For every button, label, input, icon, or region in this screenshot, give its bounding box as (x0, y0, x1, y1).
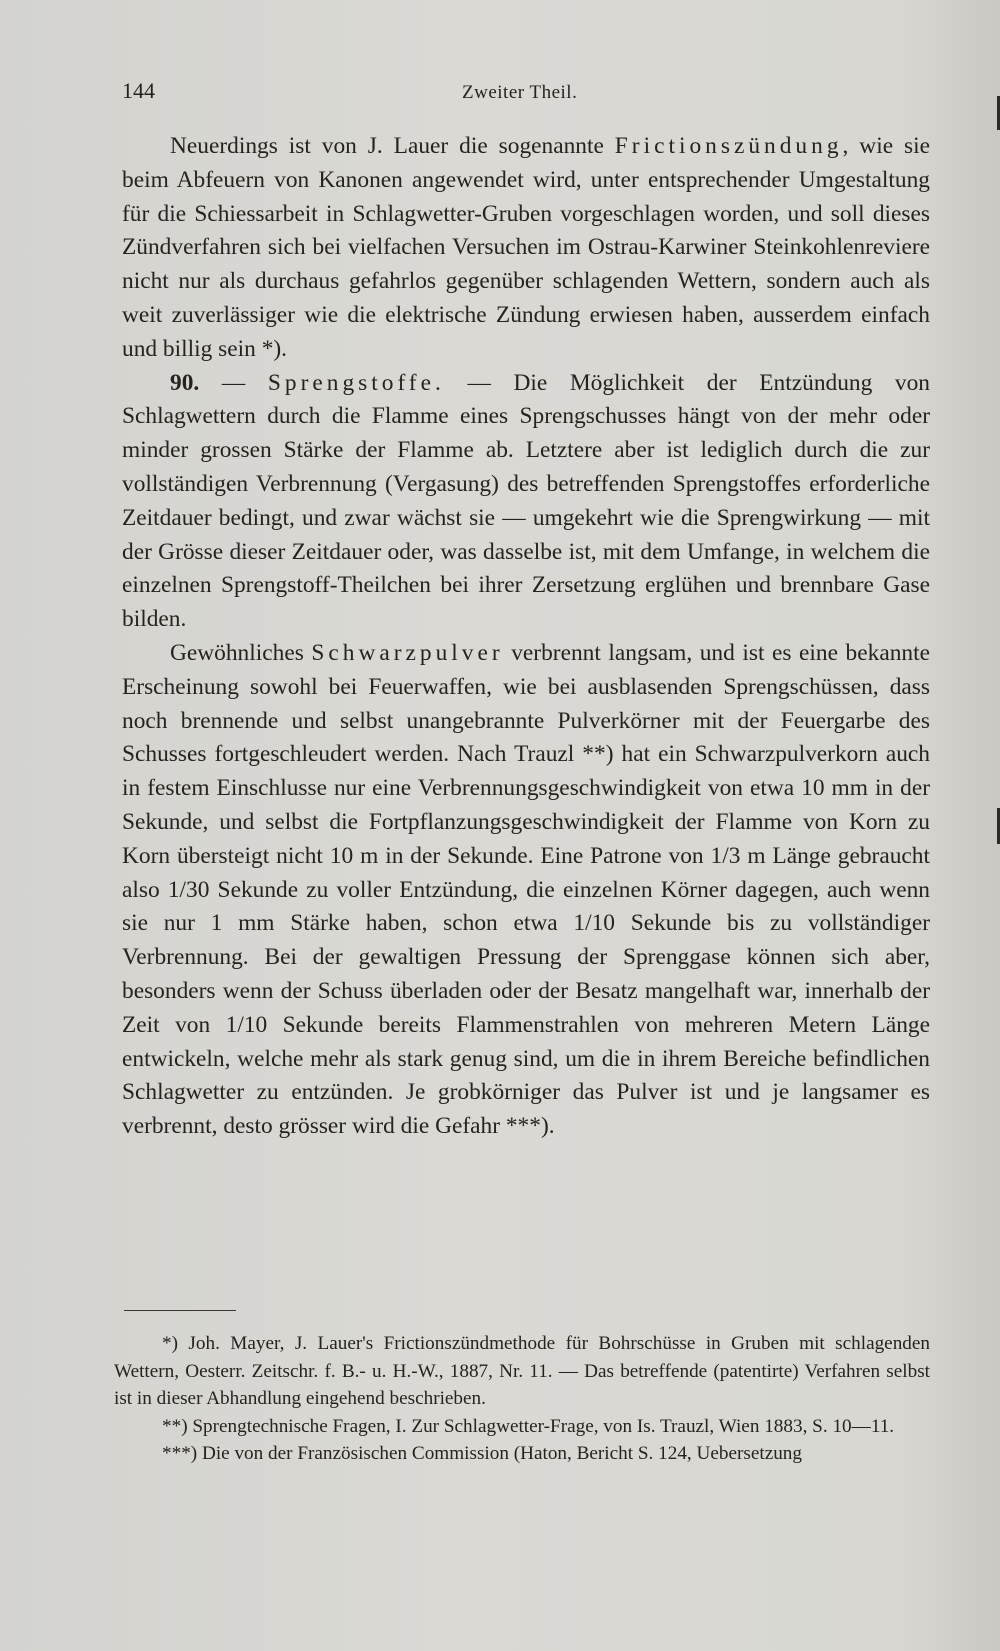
paragraph-friction-ignition (122, 130, 930, 367)
page-header (122, 78, 930, 108)
footnote-3: ***) Die von der Französischen Commission (Haton, Bericht S. 124, Uebersetzung (162, 1443, 802, 1464)
running-head: Zweiter Theil. (462, 82, 578, 103)
emphasized-term: Schwarzpulver (311, 639, 504, 666)
text-segment: Gewöhnliches (170, 639, 312, 666)
section-number: 90. (170, 369, 200, 396)
footnote-1: *) Joh. Mayer, J. Lauer's Frictionszündmethode für Bohrschüsse in Gruben mit schlagenden Wettern, Oesterr. Zeitschr. f. B.- u. H.-W., 1887, Nr. 11. — Das betreffende (patentirte) Verfahren selbst ist in dieser Abhandlung eingehend beschrieben. (114, 1333, 930, 1409)
section-title: Sprengstoffe. (267, 369, 445, 396)
main-text (122, 130, 930, 1144)
page-number: 144 (122, 78, 155, 103)
text-segment: — Die Möglichkeit der Entzündung von Schlagwettern durch die Flamme eines Sprengschusses hängt von der mehr oder minder grossen Stärke der Flamme ab. Letztere aber ist lediglich durch die zur vollständigen Verbrennung (Vergasung) des betreffenden Sprengstoffes erforderliche Zeitdauer bedingt, und zwar wächst sie — umgekehrt wie die Sprengwirkung — mit der Grösse dieser Zeitdauer oder, was dasselbe ist, mit dem Umfange, in welchem die einzelnen Sprengstoff-Theilchen bei ihrer Zersetzung erglühen und brennbare Gase bilden. (122, 369, 930, 633)
footnote-divider (124, 1310, 236, 1311)
paragraph-section-90 (122, 367, 930, 637)
paragraph-black-powder (122, 637, 930, 1144)
text-segment: , wie sie beim Abfeuern von Kanonen angewendet wird, unter entsprechender Umgestaltung für die Schiessarbeit in Schlagwetter-Gruben vorgeschlagen worden, und soll dieses Zündverfahren sich bei vielfachen Versuchen im Ostrau-Karwiner Steinkohlenreviere nicht nur als durchaus gefahrlos gegenüber schlagenden Wettern, sondern auch als weit zuverlässiger wie die elektrische Zündung erwiesen haben, ausserdem einfach und billig sein *). (122, 133, 930, 362)
text-segment: verbrennt langsam, und ist es eine bekannte Erscheinung sowohl bei Feuerwaffen, wie bei ausblasenden Sprengschüssen, dass noch brennende und selbst unangebrannte Pulverkörner mit der Feuergarbe des Schusses fortgeschleudert werden. Nach Trauzl **) hat ein Schwarzpulverkorn auch in festem Einschlusse nur eine Verbrennungsgeschwindigkeit von etwa 10 mm in der Sekunde, und selbst die Fortpflanzungsgeschwindigkeit der Flamme von Korn zu Korn übersteigt nicht 10 m in der Sekunde. Eine Patrone von 1/3 m Länge gebraucht also 1/30 Sekunde zu voller Entzündung, die einzelnen Körner dagegen, auch wenn sie nur 1 mm Stärke haben, schon etwa 1/10 Sekunde bis zu vollständiger Verbrennung. Bei der gewaltigen Pressung der Sprenggase können sich aber, besonders wenn der Schuss überladen oder der Besatz mangelhaft war, innerhalb der Zeit von 1/10 Sekunde bereits Flammenstrahlen von mehreren Metern Länge entwickeln, welche mehr als stark genug sind, um die in ihrem Bereiche befindlichen Schlagwetter zu entzünden. Je grobkörniger das Pulver ist und je langsamer es verbrennt, desto grösser wird die Gefahr ***). (122, 639, 930, 1140)
dash: — (199, 369, 268, 396)
footnote-2: **) Sprengtechnische Fragen, I. Zur Schlagwetter-Frage, von Is. Trauzl, Wien 1883, S. 10—11. (162, 1415, 895, 1437)
text-segment: Neuerdings ist von J. Lauer die sogenannte (170, 133, 615, 159)
footnotes (114, 1330, 930, 1468)
emphasized-term: Frictionszündung (614, 133, 843, 159)
